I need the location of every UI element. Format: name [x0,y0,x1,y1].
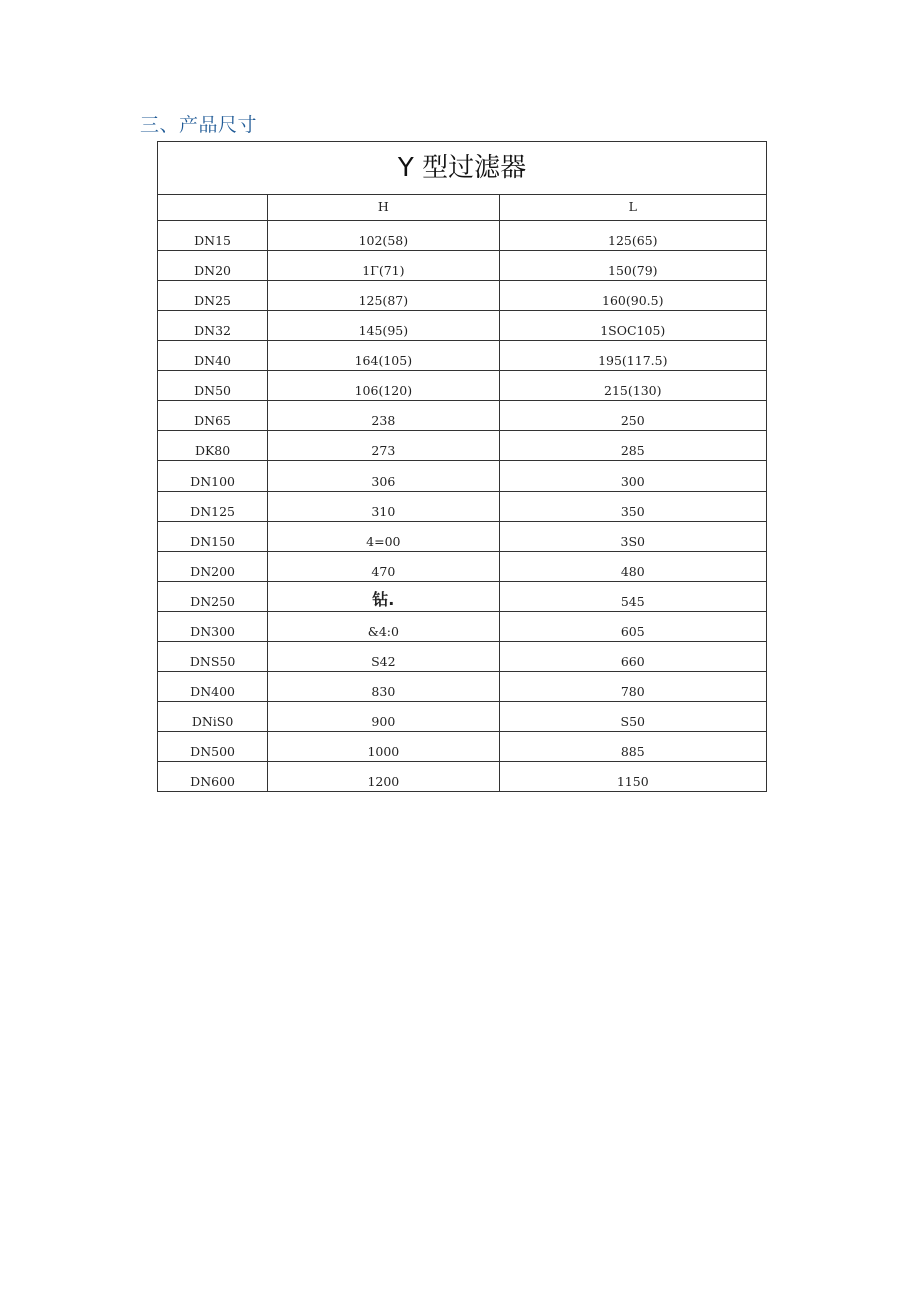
cell-h: 306 [268,461,499,492]
cell-h: 1000 [268,732,499,762]
cell-h: 273 [268,431,499,461]
cell-h: 4=00 [268,522,499,552]
header-h: H [268,195,499,221]
table-row [158,371,767,401]
cell-l: 660 [499,642,766,672]
table-row [158,642,767,672]
cell-l: 195(117.5) [499,341,766,371]
header-dn [158,195,268,221]
table-row [158,672,767,702]
table-row [158,552,767,582]
table-row [158,492,767,522]
table-row [158,582,767,612]
table-row [158,251,767,281]
cell-l: 885 [499,732,766,762]
y-strainer-dimension-table [157,141,767,792]
table-row [158,732,767,762]
cell-dn: DN15 [158,221,268,251]
cell-dn: DN40 [158,341,268,371]
cell-h: 900 [268,702,499,732]
cell-l: 250 [499,401,766,431]
cell-dn: DN600 [158,762,268,792]
cell-l: 605 [499,612,766,642]
cell-l: 1150 [499,762,766,792]
cell-dn: DNS50 [158,642,268,672]
cell-dn: DN65 [158,401,268,431]
cell-h: 125(87) [268,281,499,311]
cell-dn: DN32 [158,311,268,341]
cell-h: 1200 [268,762,499,792]
cell-l: 3S0 [499,522,766,552]
cell-l: 215(130) [499,371,766,401]
table-row [158,401,767,431]
cell-dn: DN200 [158,552,268,582]
table-row [158,311,767,341]
cell-l: S50 [499,702,766,732]
table-row [158,341,767,371]
table-row [158,461,767,492]
cell-h: 1Γ(71) [268,251,499,281]
table-row [158,221,767,251]
cell-dn: DN50 [158,371,268,401]
section-heading: 三、产品尺寸 [140,114,258,136]
cell-dn: DN20 [158,251,268,281]
cell-dn: DN25 [158,281,268,311]
cell-h: 238 [268,401,499,431]
cell-h: 145(95) [268,311,499,341]
cell-dn: DN300 [158,612,268,642]
table-row [158,281,767,311]
cell-dn: DN500 [158,732,268,762]
cell-dn: DN100 [158,461,268,492]
cell-h: 310 [268,492,499,522]
table-row [158,702,767,732]
header-l: L [499,195,766,221]
table-row [158,522,767,552]
cell-l: 545 [499,582,766,612]
cell-h: 164(105) [268,341,499,371]
cell-l: 285 [499,431,766,461]
cell-l: 350 [499,492,766,522]
cell-l: 1SOC105) [499,311,766,341]
cell-l: 480 [499,552,766,582]
cell-h: 470 [268,552,499,582]
cell-dn: DN400 [158,672,268,702]
table-row [158,612,767,642]
table-row [158,762,767,792]
cell-dn: DN150 [158,522,268,552]
cell-l: 780 [499,672,766,702]
cell-l: 125(65) [499,221,766,251]
cell-dn: DN125 [158,492,268,522]
cell-h: 钻. [268,582,499,612]
cell-l: 150(79) [499,251,766,281]
cell-dn: DNiS0 [158,702,268,732]
cell-l: 300 [499,461,766,492]
table-title: Y 型过滤器 [158,142,767,195]
cell-h: 102(58) [268,221,499,251]
cell-h: S42 [268,642,499,672]
cell-l: 160(90.5) [499,281,766,311]
cell-h: 106(120) [268,371,499,401]
cell-h: 830 [268,672,499,702]
table-row [158,431,767,461]
cell-dn: DK80 [158,431,268,461]
table-body [158,221,767,792]
cell-h: &4:0 [268,612,499,642]
table-header-row [158,195,767,221]
cell-dn: DN250 [158,582,268,612]
